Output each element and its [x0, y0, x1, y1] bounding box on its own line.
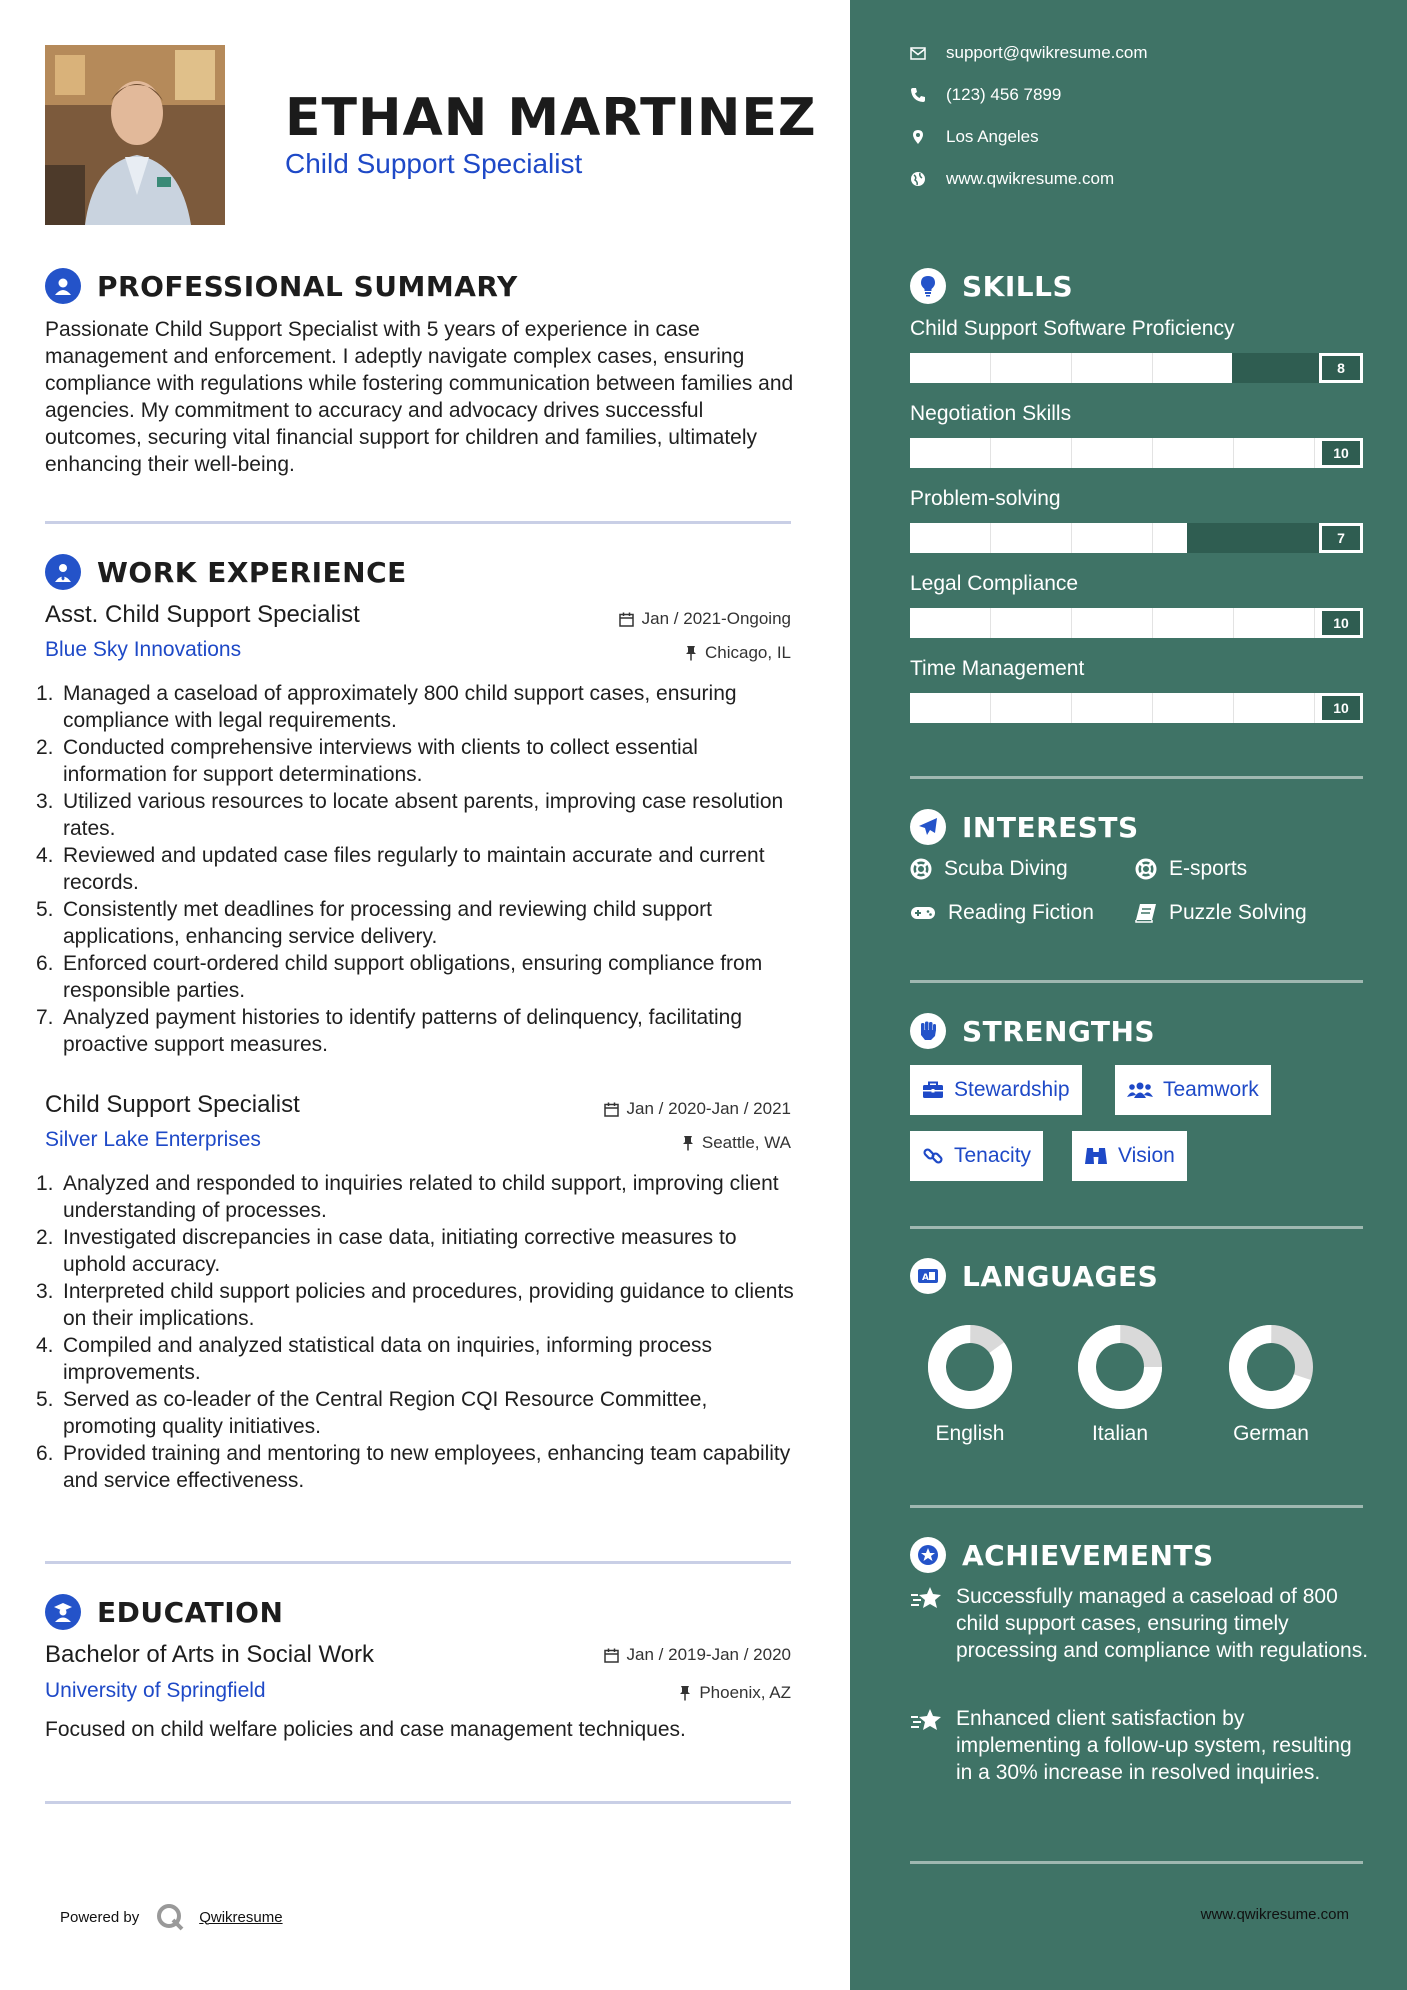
contact-phone-text: (123) 456 7899	[946, 85, 1062, 104]
language-ring	[925, 1322, 1015, 1412]
interests-title: INTERESTS	[962, 810, 1139, 844]
interest-label: Puzzle Solving	[1169, 901, 1307, 924]
job-date	[619, 609, 791, 629]
experience-title: WORK EXPERIENCE	[97, 555, 407, 589]
footer-url[interactable]: www.qwikresume.com	[1200, 1906, 1349, 1923]
qwikresume-logo-icon	[155, 1902, 185, 1932]
skill-bar-fill	[910, 693, 1319, 723]
powered-by	[60, 1902, 283, 1932]
skill-bar-fill	[910, 608, 1319, 638]
svg-text:A: A	[922, 1273, 929, 1283]
job-date-text: Jan / 2020-Jan / 2021	[626, 1099, 791, 1118]
job-location	[682, 1133, 791, 1153]
interest-item	[1135, 857, 1247, 881]
link-icon	[922, 1145, 944, 1167]
list-item: 3. Interpreted child support policies and procedures, providing guidance to clients on their implications.	[36, 1280, 794, 1330]
phone-icon	[910, 87, 926, 103]
list-item: 4. Compiled and analyzed statistical data on inquiries, informing process improvements.	[36, 1334, 713, 1384]
job-company: Blue Sky Innovations	[45, 638, 242, 661]
achievement-item	[910, 1705, 1370, 1786]
job-location-text: Chicago, IL	[705, 643, 791, 662]
language-item	[910, 1322, 1030, 1446]
language-item	[1211, 1322, 1331, 1446]
language-ring-fill	[925, 1322, 1015, 1412]
lightbulb-icon	[910, 268, 946, 304]
skill-name: Time Management	[910, 657, 1085, 680]
contact-email-text: support@qwikresume.com	[946, 43, 1148, 62]
users-icon	[1127, 1081, 1153, 1099]
calendar-icon	[604, 1648, 619, 1663]
job-title: Child Support Specialist	[45, 1091, 300, 1118]
binoculars-icon	[1084, 1146, 1108, 1166]
education-location	[679, 1683, 791, 1703]
summary-text: Passionate Child Support Specialist with 5 years of experience in case management and enforcement. I adeptly navigate complex cases, ensuring compliance with regulations while fostering communication between families and agencies. My commitment to accuracy and advocacy drives successful outcomes, securing vital financial support for children and families, ultimately enhancing their well-being.	[45, 318, 794, 476]
qwikresume-link[interactable]: Qwikresume	[199, 1908, 283, 1926]
divider	[910, 1505, 1363, 1508]
summary-title: PROFESSIONAL SUMMARY	[97, 269, 518, 303]
list-item: 7. Analyzed payment histories to identify patterns of delinquency, facilitating proactive support measures.	[36, 1006, 742, 1056]
user-circle-icon	[45, 268, 81, 304]
job-date-text: Jan / 2021-Ongoing	[641, 609, 791, 628]
contact-website[interactable]	[910, 169, 1114, 189]
job-bullets	[36, 680, 796, 1058]
divider	[910, 1861, 1363, 1864]
divider	[910, 980, 1363, 983]
user-tie-icon	[45, 554, 81, 590]
achievement-item	[910, 1583, 1370, 1664]
skills-heading	[910, 268, 1073, 304]
skill-name: Legal Compliance	[910, 572, 1079, 595]
strength-label: Teamwork	[1163, 1078, 1259, 1101]
divider	[45, 1801, 791, 1804]
interests-heading	[910, 809, 1139, 845]
briefcase-icon	[922, 1081, 944, 1099]
contact-phone[interactable]	[910, 85, 1061, 105]
divider	[910, 776, 1363, 779]
achievement-text: Enhanced client satisfaction by implementing a follow-up system, resulting in a 30% increase in resolved inquiries.	[956, 1707, 1352, 1784]
paper-plane-icon	[910, 809, 946, 845]
divider	[910, 1226, 1363, 1229]
contact-email[interactable]	[910, 43, 1148, 63]
skill-bar	[910, 438, 1363, 468]
job-date	[604, 1099, 791, 1119]
strength-badge	[910, 1065, 1082, 1115]
education-location-text: Phoenix, AZ	[699, 1683, 791, 1702]
interest-label: Reading Fiction	[948, 901, 1094, 924]
skill-bar	[910, 523, 1363, 553]
strengths-title: STRENGTHS	[962, 1014, 1156, 1048]
language-ring	[1226, 1322, 1316, 1412]
strength-label: Vision	[1118, 1144, 1175, 1167]
skill-score: 8	[1319, 353, 1363, 383]
interest-item	[910, 901, 1094, 925]
candidate-name: ETHAN MARTINEZ	[285, 88, 817, 148]
map-pin-icon	[910, 129, 926, 145]
calendar-icon	[619, 612, 634, 627]
list-item: 2. Investigated discrepancies in case data, initiating corrective measures to uphold accuracy.	[36, 1226, 737, 1276]
school-name: University of Springfield	[45, 1679, 266, 1702]
calendar-icon	[604, 1102, 619, 1117]
education-date-text: Jan / 2019-Jan / 2020	[626, 1645, 791, 1664]
education-heading	[45, 1594, 283, 1630]
globe-icon	[910, 171, 926, 187]
pushpin-icon	[679, 1685, 691, 1701]
skill-bar-fill	[910, 438, 1319, 468]
graduate-icon	[45, 1594, 81, 1630]
education-title: EDUCATION	[97, 1595, 284, 1629]
language-name: English	[935, 1422, 1005, 1445]
list-item: 6. Provided training and mentoring to new employees, enhancing team capability and service effectiveness.	[36, 1442, 791, 1492]
interest-label: Scuba Diving	[944, 857, 1068, 880]
skill-name: Child Support Software Proficiency	[910, 317, 1235, 340]
summary-heading	[45, 268, 518, 304]
skill-bar-fill	[910, 523, 1187, 553]
strength-badge	[1072, 1131, 1187, 1181]
skill-score: 10	[1319, 693, 1363, 723]
job-location-text: Seattle, WA	[701, 1133, 791, 1152]
candidate-role: Child Support Specialist	[285, 148, 583, 179]
interest-label: E-sports	[1169, 857, 1248, 880]
skill-name: Problem-solving	[910, 487, 1061, 510]
shooting-star-icon	[910, 1585, 942, 1611]
skill-score: 10	[1319, 608, 1363, 638]
envelope-icon	[910, 47, 926, 60]
raised-fist-icon	[910, 1013, 946, 1049]
skill-score: 10	[1319, 438, 1363, 468]
pushpin-icon	[685, 645, 697, 661]
skill-bar	[910, 353, 1363, 383]
achievement-text: Successfully managed a caseload of 800 child support cases, ensuring timely processing and compliance with regulations.	[956, 1585, 1369, 1662]
contact-website-text: www.qwikresume.com	[946, 169, 1115, 188]
language-name: German	[1233, 1422, 1309, 1445]
strength-badge	[910, 1131, 1043, 1181]
book-icon	[1135, 903, 1157, 923]
powered-by-text: Powered by	[60, 1908, 140, 1926]
strength-label: Tenacity	[954, 1144, 1032, 1167]
divider	[45, 1561, 791, 1564]
list-item: 2. Conducted comprehensive interviews with clients to collect essential information for support determinations.	[36, 736, 698, 786]
list-item: 3. Utilized various resources to locate absent parents, improving case resolution rates.	[36, 790, 784, 840]
life-ring-icon	[1135, 858, 1157, 880]
strengths-heading	[910, 1013, 1155, 1049]
list-item: 6. Enforced court-ordered child support obligations, ensuring compliance from responsible parties.	[36, 952, 763, 1002]
list-item: 5. Consistently met deadlines for processing and reviewing child support applications, enhancing service delivery.	[36, 898, 713, 948]
list-item: 1. Analyzed and responded to inquiries related to child support, improving client understanding of processes.	[36, 1172, 779, 1222]
contact-location-text: Los Angeles	[946, 127, 1039, 146]
star-badge-icon	[910, 1537, 946, 1573]
language-ring	[1075, 1322, 1165, 1412]
divider	[45, 521, 791, 524]
languages-title: LANGUAGES	[962, 1259, 1159, 1293]
skill-bar-fill	[910, 353, 1232, 383]
list-item: 4. Reviewed and updated case files regularly to maintain accurate and current records.	[36, 844, 765, 894]
contact-location	[910, 127, 1039, 147]
job-company: Silver Lake Enterprises	[45, 1128, 261, 1151]
skill-score: 7	[1319, 523, 1363, 553]
achievements-title: ACHIEVEMENTS	[962, 1538, 1214, 1572]
shooting-star-icon	[910, 1707, 942, 1733]
skill-bar	[910, 608, 1363, 638]
job-bullets	[36, 1170, 796, 1494]
experience-heading	[45, 554, 407, 590]
skill-name: Negotiation Skills	[910, 402, 1072, 425]
education-date	[604, 1645, 791, 1665]
language-item	[1060, 1322, 1180, 1446]
achievements-heading	[910, 1537, 1214, 1573]
pushpin-icon	[682, 1135, 694, 1151]
job-title: Asst. Child Support Specialist	[45, 601, 360, 628]
languages-heading	[910, 1258, 1158, 1294]
language-icon	[910, 1258, 946, 1294]
skill-bar	[910, 693, 1363, 723]
strength-badge	[1115, 1065, 1271, 1115]
strength-label: Stewardship	[954, 1078, 1070, 1101]
list-item: 1. Managed a caseload of approximately 800 child support cases, ensuring compliance with legal requirements.	[36, 682, 737, 732]
list-item: 5. Served as co-leader of the Central Region CQI Resource Committee, promoting quality initiatives.	[36, 1388, 708, 1438]
job-location	[685, 643, 791, 663]
language-name: Italian	[1091, 1422, 1149, 1445]
life-ring-icon	[910, 858, 932, 880]
skills-title: SKILLS	[962, 269, 1074, 303]
profile-photo	[45, 45, 225, 225]
interest-item	[1135, 901, 1307, 925]
education-description: Focused on child welfare policies and case management techniques.	[45, 1718, 686, 1741]
degree-title: Bachelor of Arts in Social Work	[45, 1641, 375, 1668]
interest-item	[910, 857, 1068, 881]
gamepad-icon	[910, 905, 936, 921]
